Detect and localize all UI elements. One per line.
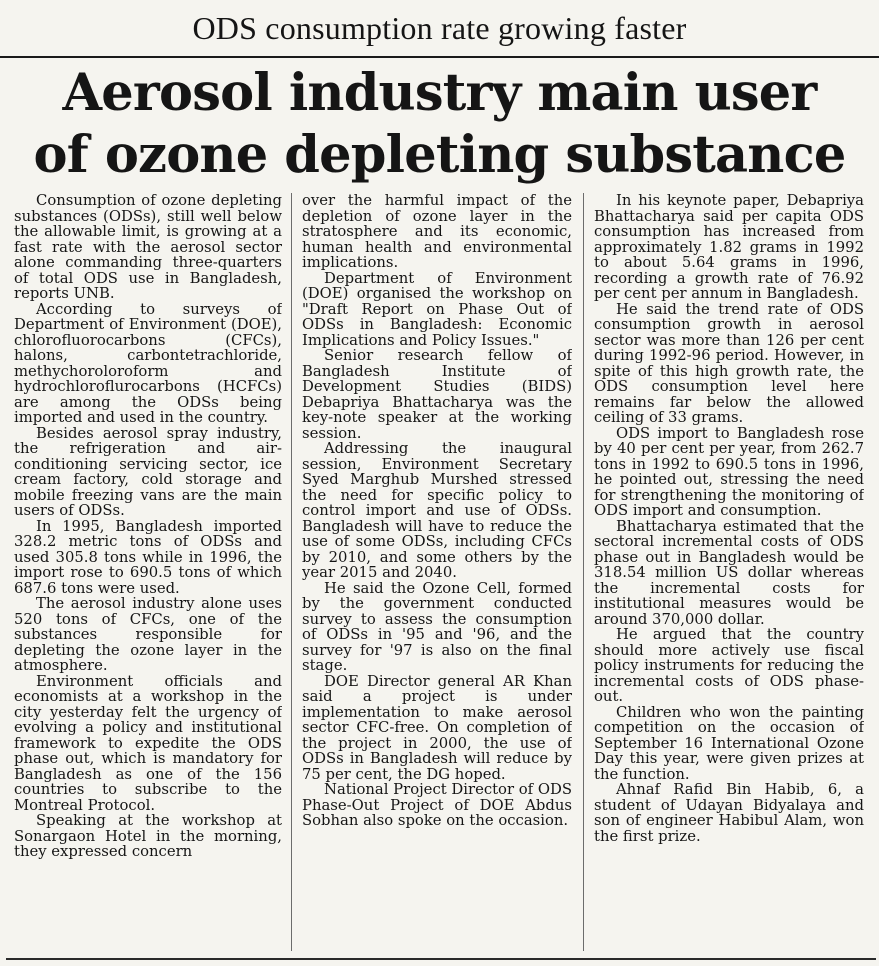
article-column-1	[14, 193, 282, 953]
headline-line-1: Aerosol industry main user	[62, 63, 817, 123]
paragraph: Environment officials and economists at a workshop in the city yesterday felt the urgency of evolving a policy and institutional framework to expedite the ODS phase out, which is mandatory for Bangladesh as one of the 156 countries to subscribe to the Montreal Protocol.	[14, 672, 282, 814]
paragraph: Senior research fellow of Bangladesh Institute of Development Studies (BIDS) Debapriya Bhattacharya was the key-note speaker at the working session.	[302, 347, 572, 442]
column-divider	[583, 193, 584, 951]
paragraph: He said the trend rate of ODS consumption growth in aerosol sector was more than 126 per cent during 1992-96 period. However, in spite of this high growth rate, the ODS consumption level here remains far below the allowed ceiling of 33 grams.	[594, 300, 864, 426]
paragraph: Consumption of ozone depleting substances (ODSs), still well below the allowable limit, is growing at a fast rate with the aerosol sector alone commanding three-quarters of total ODS use in Bangladesh, reports UNB.	[14, 193, 282, 302]
paragraph-continued: over the harmful impact of the depletion of ozone layer in the stratosphere and its economic, human health and environmental implications.	[302, 193, 572, 271]
paragraph: ODS import to Bangladesh rose by 40 per cent per year, from 262.7 tons in 1992 to 690.5 tons in 1996, he pointed out, stressing the need for strengthening the monitoring of ODS import and consumption.	[594, 424, 864, 519]
paragraph: He said the Ozone Cell, formed by the government conducted survey to assess the consumption of ODSs in '95 and '96, and the survey for '97 is also on the final stage.	[302, 579, 572, 674]
paragraph: The aerosol industry alone uses 520 tons of CFCs, one of the substances responsible for depleting the ozone layer in the atmosphere.	[14, 595, 282, 674]
paragraph: National Project Director of ODS Phase-Out Project of DOE Abdus Sobhan also spoke on the occasion.	[302, 781, 572, 829]
paragraph: Ahnaf Rafid Bin Habib, 6, a student of Udayan Bidyalaya and son of engineer Habibul Alam, won the first prize.	[594, 781, 864, 845]
paragraph: According to surveys of Department of Environment (DOE), chlorofluorocarbons (CFCs), halons, carbontetrachloride, methychoroloroform and hydrochloroflurocarbons (HCFCs) are among the ODSs being imported and used in the country.	[14, 300, 282, 426]
paragraph: Department of Environment (DOE) organised the workshop on "Draft Report on Phase Out of ODSs in Bangladesh: Economic Implications and Policy Issues."	[302, 269, 572, 349]
paragraph: Addressing the inaugural session, Environment Secretary Syed Marghub Murshed stressed the need for specific policy to control import and use of ODSs. Bangladesh will have to reduce the use of some ODSs, including CFCs by 2010, and some others by the year 2015 and 2040.	[302, 440, 572, 581]
article-column-3	[594, 193, 864, 953]
kicker-headline: ODS consumption rate growing faster	[192, 10, 687, 46]
paragraph: In his keynote paper, Debapriya Bhattacharya said per capita ODS consumption has increased from approximately 1.82 grams in 1992 to about 5.64 grams in 1996, recording a growth rate of 76.92 per cent per annum in Bangladesh.	[594, 193, 864, 302]
paragraph: DOE Director general AR Khan said a project is under implementation to make aerosol sector CFC-free. On completion of the project in 2000, the use of ODSs in Bangladesh will reduce by 75 per cent, the DG hoped.	[302, 672, 572, 783]
paragraph: He argued that the country should more actively use fiscal policy instruments for reducing the incremental costs of ODS phase-out.	[594, 626, 864, 705]
column-divider	[291, 193, 292, 951]
paragraph: In 1995, Bangladesh imported 328.2 metric tons of ODSs and used 305.8 tons while in 1996, the import rose to 690.5 tons of which 687.6 tons were used.	[14, 517, 282, 597]
headline-line-2: of ozone depleting substance	[33, 125, 846, 185]
bottom-rule	[6, 958, 876, 960]
paragraph: Speaking at the workshop at Sonargaon Hotel in the morning, they expressed concern	[14, 812, 282, 860]
paragraph: Children who won the painting competition on the occasion of September 16 International Ozone Day this year, were given prizes at the function.	[594, 703, 864, 783]
kicker-rule	[0, 56, 879, 58]
paragraph: Besides aerosol spray industry, the refrigeration and air-conditioning servicing sector, ice cream factory, cold storage and mobile freezing vans are the main users of ODSs.	[14, 424, 282, 519]
article-column-2	[302, 193, 572, 953]
paragraph: Bhattacharya estimated that the sectoral incremental costs of ODS phase out in Bangladesh would be 318.54 million US dollar whereas the incremental costs for institutional measures would be around 370,000 dollar.	[594, 517, 864, 628]
